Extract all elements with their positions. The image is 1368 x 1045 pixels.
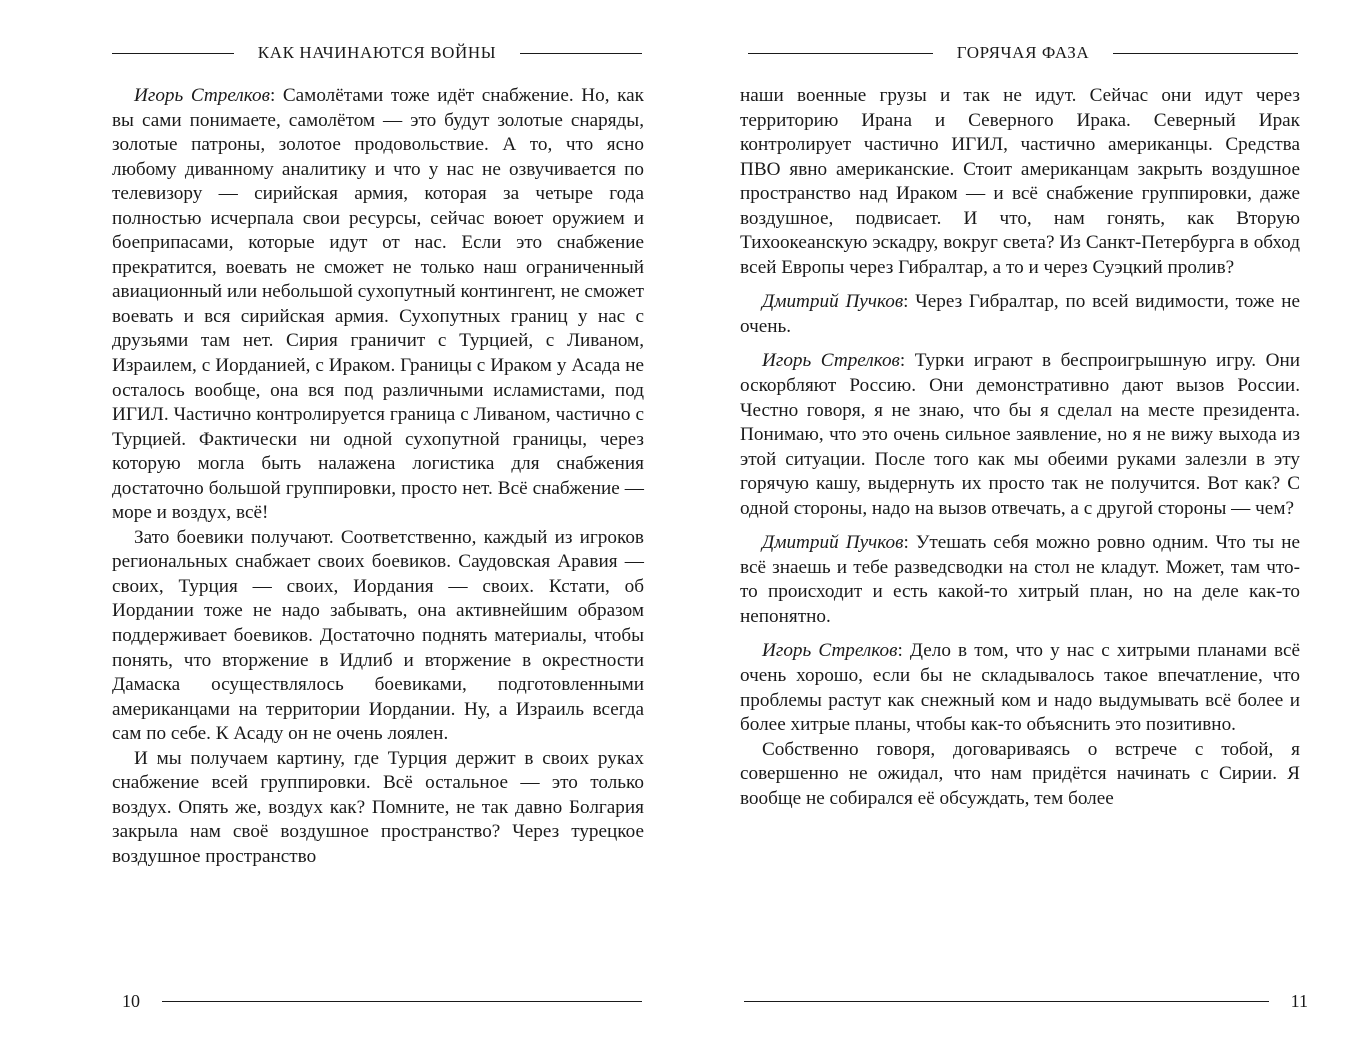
paragraph [112, 84, 644, 526]
paragraph-text: : Через Гибралтар, по всей видимости, тоже не очень. [740, 291, 1300, 337]
paragraph-text: И мы получаем картину, где Турция держит в своих руках снабжение всей группировки. Всё остальное — это только воздух. Опять же, воздух как? Помните, не так давно Болгария закрыла нам своё воздушное пространство? Через турецкое воздушное пространство [112, 747, 644, 867]
speaker-name: Игорь Стрелков [762, 350, 900, 372]
paragraph [740, 639, 1300, 737]
speaker-name: Игорь Стрелков [762, 640, 898, 662]
footer-rule [162, 1001, 642, 1002]
footer-rule [744, 1001, 1269, 1002]
page-footer [744, 988, 1308, 1014]
paragraph-text: наши военные грузы и так не идут. Сейчас они идут через территорию Ирана и Северного Ирака. Северный Ирак контролирует частично ИГИЛ, частично американцы. Средства ПВО явно американские. Стоит американцам закрыть воздушное пространство над Ираком — и всё снабжение группировки, даже воздушное, подвисает. И что, нам гонять, как Вторую Тихоокеанскую эскадру, вокруг света? Из Санкт-Петербурга в обход всей Европы через Гибралтар, а то и через Суэцкий пролив? [740, 85, 1300, 278]
paragraph-text: : Самолётами тоже идёт снабжение. Но, как вы сами понимаете, самолётом — это будут золотые снаряды, золотые патроны, золотое продовольствие. А то, что ясно любому диванному аналитику и что у нас не озвучивается по телевизору — сирийская армия, которая за четыре года полностью исчерпала свои ресурсы, сейчас воюет оружием и боеприпасами, которые идут от нас. Если это снабжение прекратится, воевать не сможет не только наш ограниченный авиационный или небольшой сухопутный контингент, не сможет воевать и вся сирийская армия. Сухопутных границ у нас с друзьями там нет. Сирия граничит с Турцией, с Ливаном, Израилем, с Иорданией, с Ираком. Границы с Ираком у Асада не осталось вообще, она вся под различными исламистами, под ИГИЛ. Частично контролируется граница с Ливаном, частично с Турцией. Фактически ни одной сухопутной границы, через которую могла быть налажена логистика для снабжения достаточно большой группировки, просто нет. Всё снабжение — море и воздух, всё! [112, 85, 644, 524]
paragraph [740, 531, 1300, 629]
header-rule-left [112, 53, 234, 54]
speaker-name: Игорь Стрелков [134, 85, 270, 106]
paragraph [112, 747, 644, 870]
right-page [684, 0, 1368, 1045]
header-title: КАК НАЧИНАЮТСЯ ВОЙНЫ [257, 43, 497, 62]
page-number: 11 [1290, 990, 1308, 1011]
header-title: ГОРЯЧАЯ ФАЗА [956, 43, 1090, 62]
header-rule-left [748, 53, 933, 54]
page-body [740, 84, 1300, 811]
speaker-name: Дмитрий Пучков [762, 291, 904, 313]
paragraph [112, 526, 644, 747]
paragraph [740, 290, 1300, 339]
paragraph-text: : Утешать себя можно ровно одним. Что ты не всё знаешь и тебе разведсводки на стол не кладут. Может, там что-то происходит и есть какой-то хитрый план, но на деле как-то непонятно. [740, 532, 1300, 627]
header-rule-right [520, 53, 642, 54]
paragraph-text: Зато боевики получают. Соответственно, каждый из игроков региональных снабжает своих боевиков. Саудовская Аравия — своих, Турция — своих, Иордания — своих. Кстати, об Иордании тоже не надо забывать, она активнейшим образом поддерживает боевиков. Достаточно поднять материалы, чтобы понять, что вторжение в Идлиб и вторжение в окрестности Дамаска осуществлялось боевиками, подготовленными американцами на территории Иордании. Ну, а Израиль всегда сам по себе. К Асаду он не очень лоялен. [112, 526, 644, 745]
paragraph [740, 738, 1300, 812]
speaker-name: Дмитрий Пучков [762, 532, 904, 554]
paragraph [740, 349, 1300, 521]
header-rule-right [1113, 53, 1298, 54]
page-body [112, 84, 644, 870]
running-header [112, 40, 642, 66]
page-footer [122, 988, 642, 1014]
paragraph-text: Собственно говоря, договариваясь о встрече с тобой, я совершенно не ожидал, что нам придётся начинать с Сирии. Я вообще не собирался её обсуждать, тем более [740, 738, 1300, 809]
running-header [748, 40, 1298, 66]
paragraph-text: : Дело в том, что у нас с хитрыми планами всё очень хорошо, если бы не складывалось такое впечатление, что проблемы растут как снежный ком и надо выдумывать всё более и более хитрые планы, чтобы как-то объяснить это позитивно. [740, 640, 1300, 736]
paragraph [740, 84, 1300, 280]
paragraph-text: : Турки играют в беспроигрышную игру. Они оскорбляют Россию. Они демонстративно дают вызов России. Честно говоря, я не знаю, что бы я сделал на месте президента. Понимаю, что это очень сильное заявление, но я не вижу выхода из этой ситуации. После того как мы обеими руками залезли в эту горячую кашу, выдернуть их просто так не получится. Вот как? С одной стороны, надо на вызов отвечать, а с другой стороны — чем? [740, 350, 1301, 519]
page-number: 10 [122, 990, 140, 1011]
